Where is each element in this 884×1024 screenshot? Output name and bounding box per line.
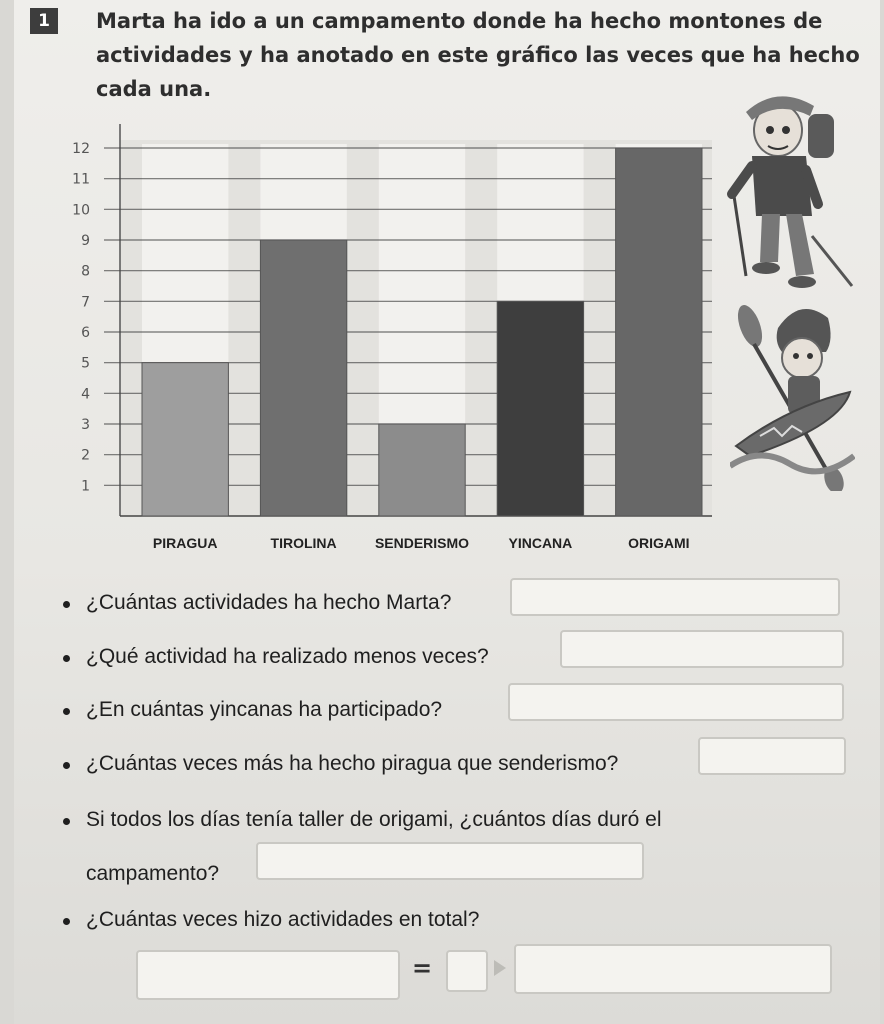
intro-line-1: Marta ha ido a un campamento donde ha hecho montones de xyxy=(96,9,823,33)
question-1: ¿Cuántas actividades ha hecho Marta? xyxy=(86,591,452,614)
y-tick-label: 7 xyxy=(81,294,90,311)
x-category-labels xyxy=(153,535,690,551)
bar-origami xyxy=(616,148,702,516)
answer-box-4[interactable] xyxy=(698,737,846,775)
y-tick-label: 9 xyxy=(81,233,90,249)
x-category-label: PIRAGUA xyxy=(152,535,218,551)
y-tick-label: 3 xyxy=(81,417,90,433)
hiker-icon xyxy=(722,86,862,296)
answer-box-3[interactable] xyxy=(508,683,844,721)
y-tick-label: 6 xyxy=(81,325,90,341)
y-tick-label: 1 xyxy=(81,478,90,495)
answer-box-1[interactable] xyxy=(510,578,840,616)
total-answer-box[interactable] xyxy=(514,944,832,994)
y-tick-label: 8 xyxy=(81,263,90,280)
bar-senderismo xyxy=(379,424,465,516)
y-tick-label: 4 xyxy=(81,386,90,403)
x-category-label: ORIGAMI xyxy=(628,535,690,551)
bar-yincana xyxy=(497,301,583,516)
question-3: ¿En cuántas yincanas ha participado? xyxy=(86,698,443,721)
question-2: ¿Qué actividad ha realizado menos veces? xyxy=(86,645,489,668)
exercise-number-badge: 1 xyxy=(30,8,58,34)
y-tick-labels xyxy=(72,141,90,494)
sum-box[interactable] xyxy=(136,950,400,1000)
y-tick-label: 10 xyxy=(72,202,90,219)
question-6: ¿Cuántas veces hizo actividades en total? xyxy=(86,908,480,931)
equals-sign: = xyxy=(412,954,433,982)
y-tick-label: 5 xyxy=(81,355,90,372)
x-category-label: TIROLINA xyxy=(270,535,337,551)
bar-tirolina xyxy=(260,240,346,516)
answer-box-2[interactable] xyxy=(560,630,844,668)
y-tick-label: 11 xyxy=(72,171,90,188)
x-category-label: SENDERISMO xyxy=(374,535,470,551)
question-4: ¿Cuántas veces más ha hecho piragua que senderismo? xyxy=(86,752,619,775)
y-tick-label: 2 xyxy=(81,447,90,464)
question-5-continuation: campamento? xyxy=(86,862,220,885)
kayaker-icon xyxy=(730,296,855,491)
x-category-label: YINCANA xyxy=(508,535,573,551)
answer-box-5[interactable] xyxy=(256,842,644,880)
bar-piragua xyxy=(142,363,228,516)
y-tick-label: 12 xyxy=(72,141,90,157)
small-answer-box[interactable] xyxy=(446,950,488,992)
question-5: Si todos los días tenía taller de origami, ¿cuántos días duró el xyxy=(86,808,662,831)
intro-line-2: actividades y ha anotado en este gráfico las veces que ha hecho xyxy=(96,43,860,67)
intro-line-3: cada una. xyxy=(96,77,212,101)
